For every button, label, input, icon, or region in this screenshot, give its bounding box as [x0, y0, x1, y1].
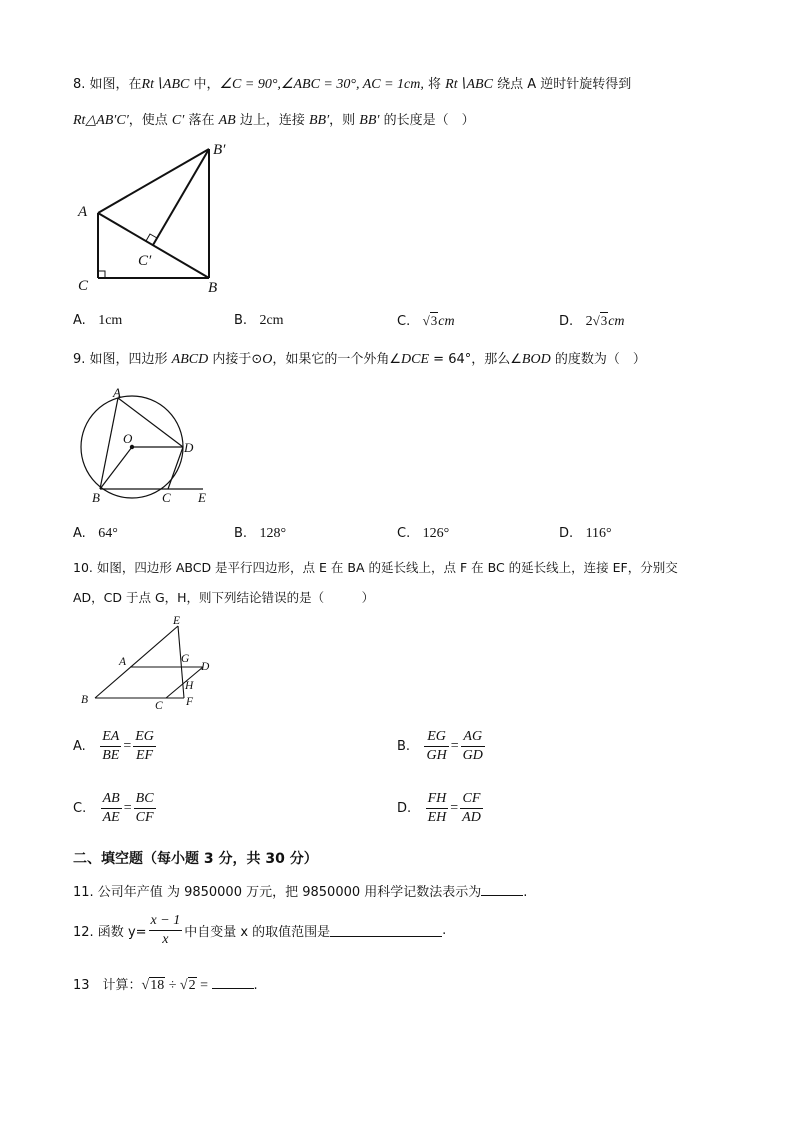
q8-option-a[interactable]	[73, 313, 122, 329]
q8-text: ，使点	[128, 113, 172, 128]
q8-text: 边上，连接	[235, 113, 309, 128]
denominator: AD	[462, 810, 481, 825]
q10-label-H: H	[185, 680, 194, 692]
fraction-left	[424, 728, 448, 765]
q8-math: C′	[171, 113, 185, 128]
numerator: EG	[424, 728, 448, 747]
q9-figure	[75, 380, 215, 508]
option-text: 64°	[98, 526, 118, 541]
q13-text: 13 计算：	[73, 978, 142, 993]
q8-label-Bp: B′	[213, 142, 226, 158]
numerator: x − 1	[149, 912, 183, 931]
q12-text: 中自变量 x 的取值范围是	[184, 925, 331, 940]
q10-label-E: E	[173, 615, 181, 627]
numerator: EA	[100, 728, 121, 747]
q10-option-a[interactable]	[73, 728, 158, 765]
q12-text: 12. 函数 y=	[73, 925, 147, 940]
q9-option-d[interactable]	[559, 526, 612, 542]
q8-number: 8. 如图，在	[73, 77, 142, 92]
option-unit: cm	[438, 314, 455, 329]
numerator: EG	[133, 728, 156, 747]
q9-text: 的度数为（ ）	[550, 352, 646, 367]
q9-number: 9. 如图，四边形	[73, 352, 172, 367]
q11-answer-blank[interactable]	[481, 883, 523, 896]
radicand: 3	[600, 313, 608, 328]
q8-option-b[interactable]	[234, 313, 284, 329]
q12-end: .	[442, 923, 447, 938]
fraction-right	[134, 790, 156, 827]
option-letter: D.	[559, 314, 574, 329]
numerator: FH	[426, 790, 449, 809]
q9-label-E: E	[198, 490, 206, 505]
q8-line1	[73, 73, 631, 93]
q8-math: ∠C = 90°,∠ABC = 30°, AC = 1cm,	[219, 77, 424, 92]
q9-option-b[interactable]	[234, 526, 286, 542]
fraction-right	[461, 728, 485, 765]
q10-line1: 10. 如图，四边形 ABCD 是平行四边形，点 E 在 BA 的延长线上，点 F 在 BC 的延长线上，连接 EF，分别交	[73, 560, 678, 575]
denominator: BE	[102, 748, 120, 763]
q11	[73, 881, 527, 900]
q8-math: Rt∖ABC	[141, 77, 190, 92]
q11-text: 11. 公司年产值 为 9850000 万元，把 9850000 用科学记数法表示为	[73, 885, 482, 900]
denominator: EH	[427, 810, 447, 825]
q9-math: BOD	[521, 352, 551, 367]
fraction-left	[100, 728, 121, 765]
q8-segment-AB	[98, 213, 209, 278]
option-text: 126°	[422, 526, 450, 541]
q8-label-C: C	[78, 278, 89, 294]
q8-line2	[73, 109, 475, 129]
radicand: 18	[150, 978, 165, 993]
option-unit: cm	[608, 314, 625, 329]
q10-label-C: C	[155, 700, 163, 712]
q8-text: ，则	[329, 113, 360, 128]
q9-label-A: A	[113, 385, 121, 400]
q9-segment-OB	[100, 447, 132, 489]
denominator: GD	[462, 748, 483, 763]
equals-sign: =	[450, 738, 459, 754]
option-letter: C.	[397, 526, 411, 541]
option-letter: D.	[559, 526, 574, 541]
q9-math: DCE	[401, 352, 430, 367]
q8-math: AB	[218, 113, 236, 128]
denominator: EF	[136, 748, 154, 763]
q9-segment-DC	[168, 447, 183, 489]
q9-text: ，如果它的一个外角∠	[272, 352, 402, 367]
q10-line2: AD，CD 于点 G，H，则下列结论错误的是（ ）	[73, 590, 375, 605]
q13-answer-blank[interactable]	[212, 976, 254, 989]
equals-sign: =	[450, 800, 459, 816]
q9-line1	[73, 348, 646, 368]
q9-math: ABCD	[171, 352, 209, 367]
q8-segment-BpCp	[153, 149, 209, 245]
option-letter: C.	[397, 314, 411, 329]
q9-label-O: O	[123, 431, 133, 446]
q8-figure	[70, 138, 240, 298]
q10-label-B: B	[81, 694, 89, 706]
q9-math: O	[262, 352, 273, 367]
denominator: GH	[426, 748, 447, 763]
q8-text: 中，	[189, 77, 220, 92]
q10-label-A: A	[119, 656, 127, 668]
option-text: 116°	[585, 526, 612, 541]
section-title-fill-in: 二、填空题（每小题 3 分，共 30 分）	[73, 851, 318, 867]
q8-math: Rt∖ABC	[445, 77, 493, 92]
q13	[73, 974, 258, 994]
fraction-left	[426, 790, 449, 827]
denominator: AE	[102, 810, 120, 825]
q12-answer-blank[interactable]	[330, 924, 442, 937]
q9-label-D: D	[184, 440, 194, 455]
q12-fraction	[149, 912, 183, 949]
q12	[73, 912, 446, 949]
q8-label-B: B	[208, 280, 218, 296]
fraction-left	[101, 790, 122, 827]
q13-end: .	[253, 978, 258, 993]
q10-option-d[interactable]	[397, 790, 485, 827]
q8-math: BB′	[308, 113, 330, 128]
numerator: BC	[134, 790, 156, 809]
sqrt-symbol: √2	[179, 978, 196, 993]
q8-option-c[interactable]	[397, 313, 455, 330]
q8-text: 落在	[184, 113, 219, 128]
q8-math: Rt△AB′C′	[73, 113, 129, 128]
radicand: 3	[430, 313, 438, 328]
equals-sign: =	[123, 738, 132, 754]
fraction-right	[133, 728, 156, 765]
q8-text: 的长度是（ ）	[379, 113, 475, 128]
q8-right-angle-C	[98, 271, 105, 278]
coefficient: 2	[585, 314, 593, 329]
q9-label-C: C	[162, 490, 171, 505]
option-letter: B.	[234, 526, 248, 541]
q8-label-Cp: C′	[138, 253, 152, 269]
option-text: 1cm	[98, 313, 123, 328]
q10-label-F: F	[186, 696, 194, 708]
sqrt-symbol: √18	[141, 978, 165, 993]
q8-option-d[interactable]	[559, 313, 625, 330]
q9-label-B: B	[92, 490, 100, 505]
q8-text: 绕点 A 逆时针旋转得到	[492, 77, 632, 92]
q10-line-EB	[95, 626, 178, 698]
q10-option-c[interactable]	[73, 790, 158, 827]
option-text: 128°	[259, 526, 287, 541]
q9-option-a[interactable]	[73, 526, 118, 542]
q8-label-A: A	[78, 204, 88, 220]
q10-label-D: D	[201, 661, 210, 673]
option-letter: A.	[73, 526, 86, 541]
option-text: 2cm	[259, 313, 284, 328]
q9-option-c[interactable]	[397, 526, 449, 542]
q10-label-G: G	[181, 653, 190, 665]
option-letter: A.	[73, 739, 86, 754]
option-letter: D.	[397, 801, 412, 816]
radicand: 2	[188, 978, 196, 993]
q8-text: 将	[423, 77, 446, 92]
sqrt-symbol: √3	[422, 313, 438, 328]
equals-sign: =	[123, 800, 132, 816]
sqrt-symbol: √3	[592, 313, 608, 328]
q9-text: 内接于⊙	[208, 352, 263, 367]
q11-end: .	[523, 885, 528, 900]
q9-segment-AB	[100, 398, 118, 489]
q9-text: = 64°，那么∠	[429, 352, 522, 367]
q10-figure	[75, 612, 225, 712]
equals-sign: =	[196, 978, 212, 993]
numerator: AG	[461, 728, 485, 747]
option-letter: C.	[73, 801, 87, 816]
q8-segment-ABp	[98, 149, 209, 213]
q10-option-b[interactable]	[397, 728, 487, 765]
divide-sign: ÷	[165, 978, 180, 993]
fraction-right	[460, 790, 483, 827]
numerator: AB	[101, 790, 122, 809]
option-letter: B.	[397, 739, 411, 754]
denominator: x	[162, 932, 169, 947]
option-letter: B.	[234, 313, 248, 328]
option-letter: A.	[73, 313, 86, 328]
numerator: CF	[460, 790, 483, 809]
q8-math: BB′	[359, 113, 380, 128]
denominator: CF	[135, 810, 154, 825]
